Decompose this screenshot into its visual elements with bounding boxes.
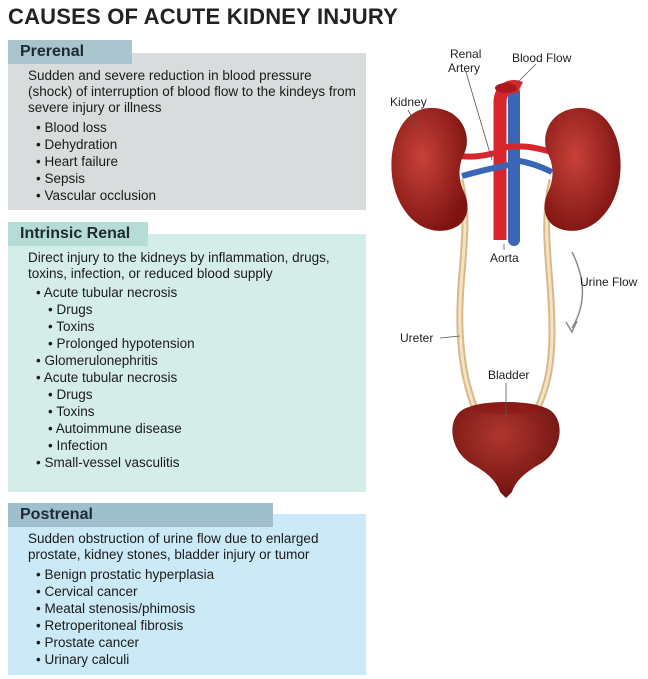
kidney-diagram xyxy=(376,40,644,500)
postrenal-description: Sudden obstruction of urine flow due to enlarged prostate, kidney stones, bladder injury or tumor xyxy=(28,531,319,562)
list-item: • Urinary calculi xyxy=(36,651,358,668)
intrinsic-heading: Intrinsic Renal xyxy=(8,222,148,246)
bladder xyxy=(452,402,559,498)
list-item: • Cervical cancer xyxy=(36,583,358,600)
list-item: • Toxins xyxy=(36,403,358,420)
prerenal-list xyxy=(28,119,358,204)
intrinsic-description: Direct injury to the kidneys by inflammation, drugs, toxins, infection, or reduced blood supply xyxy=(28,250,330,281)
list-item: • Toxins xyxy=(36,318,358,335)
list-item: • Drugs xyxy=(36,301,358,318)
list-item: • Acute tubular necrosis xyxy=(36,284,358,301)
postrenal-list xyxy=(28,566,358,668)
list-item: • Blood loss xyxy=(36,119,358,136)
ureter-label: Ureter xyxy=(400,331,434,345)
postrenal-heading: Postrenal xyxy=(8,503,273,527)
left-kidney xyxy=(391,108,467,231)
urine-flow-arrow xyxy=(572,252,583,328)
list-item: • Small-vessel vasculitis xyxy=(36,454,358,471)
list-item: • Vascular occlusion xyxy=(36,187,358,204)
list-item: • Prolonged hypotension xyxy=(36,335,358,352)
urine-flow-label: Urine Flow xyxy=(580,275,638,289)
postrenal-panel xyxy=(8,503,366,675)
list-item: • Infection xyxy=(36,437,358,454)
renal-artery-label-2: Artery xyxy=(448,61,481,75)
list-item: • Benign prostatic hyperplasia xyxy=(36,566,358,583)
list-item: • Drugs xyxy=(36,386,358,403)
blood-flow-label: Blood Flow xyxy=(512,51,572,65)
prerenal-heading: Prerenal xyxy=(8,40,132,64)
intrinsic-list xyxy=(28,284,358,471)
prerenal-description: Sudden and severe reduction in blood pressure (shock) of interruption of blood flow to the kindeys from severe injury or illness xyxy=(28,68,356,115)
left-renal-artery xyxy=(460,152,500,157)
list-item: • Glomerulonephritis xyxy=(36,352,358,369)
list-item: • Sepsis xyxy=(36,170,358,187)
list-item: • Retroperitoneal fibrosis xyxy=(36,617,358,634)
aorta-label: Aorta xyxy=(490,251,519,265)
list-item: • Acute tubular necrosis xyxy=(36,369,358,386)
renal-artery-label: Renal xyxy=(450,47,482,61)
list-item: • Prostate cancer xyxy=(36,634,358,651)
right-kidney xyxy=(545,108,621,231)
list-item: • Dehydration xyxy=(36,136,358,153)
list-item: • Heart failure xyxy=(36,153,358,170)
list-item: • Autoimmune disease xyxy=(36,420,358,437)
bladder-label: Bladder xyxy=(488,368,530,382)
prerenal-panel xyxy=(8,40,366,210)
kidney-label: Kidney xyxy=(390,95,427,109)
right-renal-artery xyxy=(500,146,552,152)
page-title: CAUSES OF ACUTE KIDNEY INJURY xyxy=(8,4,399,29)
intrinsic-panel xyxy=(8,222,366,492)
list-item: • Meatal stenosis/phimosis xyxy=(36,600,358,617)
